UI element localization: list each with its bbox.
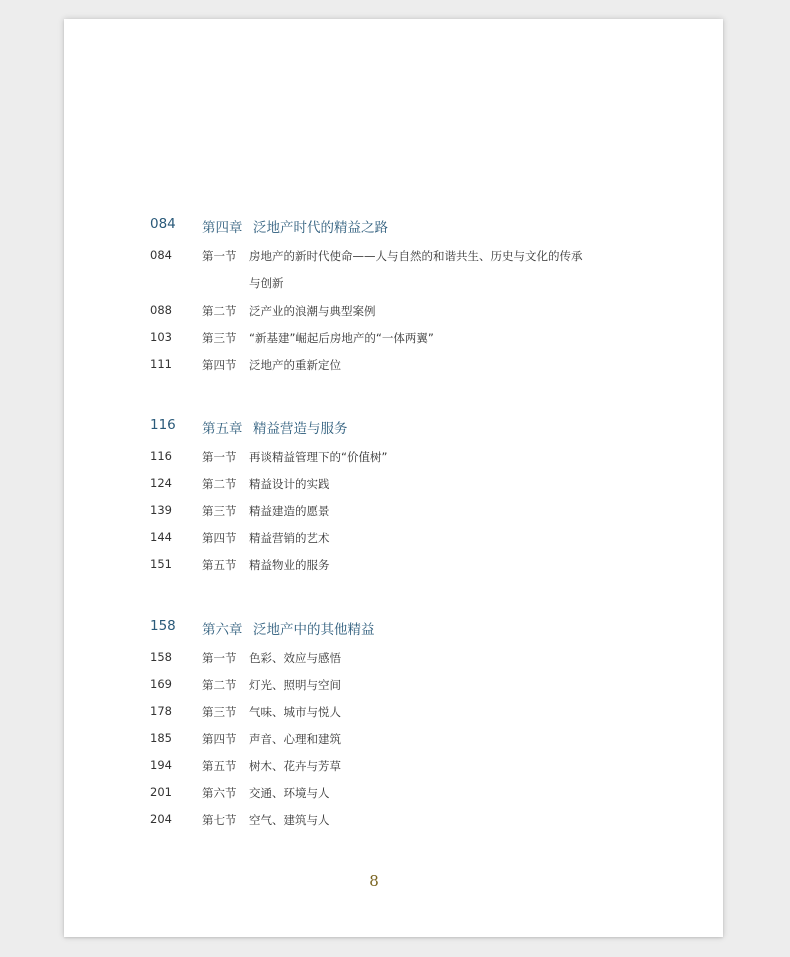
section-label: 第七节 <box>202 813 237 827</box>
section-page-number: 103 <box>150 330 172 344</box>
section-label: 第二节 <box>202 678 237 692</box>
section-label: 第二节 <box>202 304 237 318</box>
section-page-number: 084 <box>150 248 172 262</box>
section-title: 声音、心理和建筑 <box>249 732 341 746</box>
chapter-label: 第六章 <box>202 622 243 638</box>
section-page-number: 178 <box>150 704 172 718</box>
toc-section[interactable] <box>64 476 723 496</box>
toc-section[interactable] <box>64 449 723 469</box>
chapter-page-number: 158 <box>150 618 176 634</box>
toc-chapter-4[interactable] <box>64 216 723 236</box>
section-page-number: 151 <box>150 557 172 571</box>
section-title: 精益建造的愿景 <box>249 504 330 518</box>
toc-chapter-6[interactable] <box>64 618 723 638</box>
section-page-number: 088 <box>150 303 172 317</box>
section-title: 色彩、效应与感悟 <box>249 651 341 665</box>
chapter-title: 泛地产时代的精益之路 <box>253 220 388 236</box>
section-label: 第四节 <box>202 358 237 372</box>
toc-section[interactable] <box>64 650 723 670</box>
section-page-number: 204 <box>150 812 172 826</box>
section-label: 第六节 <box>202 786 237 800</box>
section-page-number: 139 <box>150 503 172 517</box>
section-title-continuation: 与创新 <box>249 276 284 290</box>
section-title: 精益设计的实践 <box>249 477 330 491</box>
section-label: 第一节 <box>202 249 237 263</box>
document-page <box>64 19 723 937</box>
section-label: 第四节 <box>202 732 237 746</box>
section-title: 泛地产的重新定位 <box>249 358 341 372</box>
chapter-title: 精益营造与服务 <box>253 421 348 437</box>
section-page-number: 124 <box>150 476 172 490</box>
section-title: 精益物业的服务 <box>249 558 330 572</box>
toc-section[interactable] <box>64 785 723 805</box>
section-title: 树木、花卉与芳草 <box>249 759 341 773</box>
section-label: 第三节 <box>202 331 237 345</box>
section-page-number: 116 <box>150 449 172 463</box>
section-title: 灯光、照明与空间 <box>249 678 341 692</box>
toc-section[interactable] <box>64 503 723 523</box>
section-label: 第四节 <box>202 531 237 545</box>
section-title: “新基建”崛起后房地产的“一体两翼” <box>249 331 434 345</box>
toc-section[interactable] <box>64 248 723 268</box>
section-page-number: 111 <box>150 357 172 371</box>
toc-section[interactable] <box>64 677 723 697</box>
section-label: 第二节 <box>202 477 237 491</box>
toc-section[interactable] <box>64 704 723 724</box>
toc-section[interactable] <box>64 357 723 377</box>
section-title: 再谈精益管理下的“价值树” <box>249 450 388 464</box>
section-title: 精益营销的艺术 <box>249 531 330 545</box>
toc-section[interactable] <box>64 557 723 577</box>
chapter-label: 第四章 <box>202 220 243 236</box>
section-page-number: 185 <box>150 731 172 745</box>
section-label: 第三节 <box>202 705 237 719</box>
section-label: 第五节 <box>202 558 237 572</box>
chapter-title: 泛地产中的其他精益 <box>253 622 375 638</box>
section-page-number: 169 <box>150 677 172 691</box>
section-title: 气味、城市与悦人 <box>249 705 341 719</box>
chapter-page-number: 116 <box>150 417 176 433</box>
toc-section-continuation <box>64 275 723 295</box>
section-page-number: 158 <box>150 650 172 664</box>
section-title: 交通、环境与人 <box>249 786 330 800</box>
section-page-number: 194 <box>150 758 172 772</box>
section-title: 空气、建筑与人 <box>249 813 330 827</box>
chapter-label: 第五章 <box>202 421 243 437</box>
page-number: 8 <box>369 872 379 890</box>
section-page-number: 201 <box>150 785 172 799</box>
toc-section[interactable] <box>64 330 723 350</box>
section-title: 泛产业的浪潮与典型案例 <box>249 304 376 318</box>
toc-section[interactable] <box>64 758 723 778</box>
section-title: 房地产的新时代使命——人与自然的和谐共生、历史与文化的传承 <box>249 249 583 263</box>
section-label: 第一节 <box>202 651 237 665</box>
chapter-page-number: 084 <box>150 216 176 232</box>
section-page-number: 144 <box>150 530 172 544</box>
section-label: 第五节 <box>202 759 237 773</box>
toc-section[interactable] <box>64 812 723 832</box>
section-label: 第三节 <box>202 504 237 518</box>
toc-section[interactable] <box>64 530 723 550</box>
toc-section[interactable] <box>64 303 723 323</box>
section-label: 第一节 <box>202 450 237 464</box>
toc-section[interactable] <box>64 731 723 751</box>
table-of-contents <box>64 19 723 937</box>
toc-chapter-5[interactable] <box>64 417 723 437</box>
